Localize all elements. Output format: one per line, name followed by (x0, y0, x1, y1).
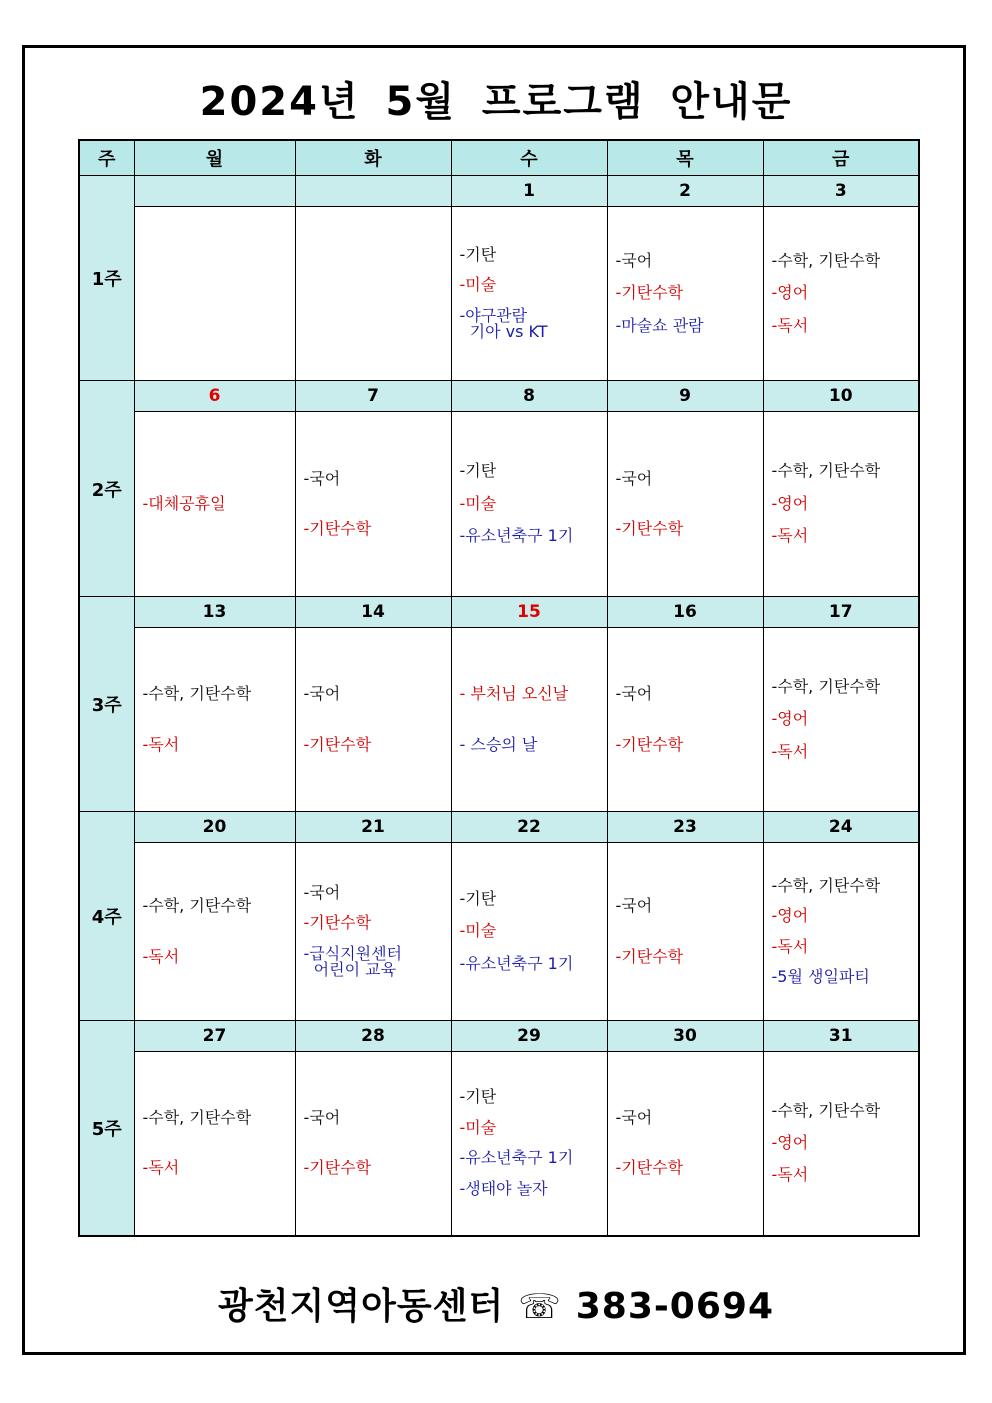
week-label: 5주 (79, 1021, 134, 1236)
day-program-list (764, 1102, 919, 1185)
date-row (79, 812, 919, 843)
date-row (79, 597, 919, 628)
day-cell (134, 412, 295, 597)
program-item: -기탄 (459, 1087, 497, 1107)
day-cell (295, 207, 451, 381)
day-cell (451, 412, 607, 597)
day-program-list (452, 246, 607, 342)
date-number: 8 (451, 381, 607, 412)
program-item: -5월 생일파티 (771, 966, 870, 986)
program-item: -기탄수학 (615, 519, 684, 538)
header-tue: 화 (295, 140, 451, 176)
program-item: -영어 (771, 709, 809, 729)
day-program-list (135, 685, 295, 754)
day-program-list (452, 1088, 607, 1198)
day-cell (763, 412, 919, 597)
program-item: -수학, 기탄수학 (142, 684, 252, 704)
program-item: -독서 (771, 1165, 809, 1185)
date-number: 13 (134, 597, 295, 628)
program-item: -수학, 기탄수학 (142, 1107, 252, 1127)
date-number: 1 (451, 176, 607, 207)
program-item: -유소년축구 1기 (459, 526, 574, 546)
program-item: -유소년축구 1기 (459, 1148, 574, 1168)
day-cell (607, 628, 763, 812)
date-row (79, 1021, 919, 1052)
date-number: 28 (295, 1021, 451, 1052)
date-number: 3 (763, 176, 919, 207)
program-item: -유소년축구 1기 (459, 953, 574, 973)
program-item: -국어 (303, 468, 341, 488)
calendar-body (79, 176, 919, 1236)
week-label: 4주 (79, 812, 134, 1021)
content-row (79, 207, 919, 381)
date-number: 20 (134, 812, 295, 843)
day-cell (451, 843, 607, 1021)
program-item: -독서 (142, 734, 180, 754)
footer (0, 1278, 992, 1329)
program-item: -수학, 기탄수학 (771, 1100, 881, 1120)
day-cell (451, 628, 607, 812)
center-name: 광천지역아동센터 (217, 1286, 505, 1327)
day-program-list (608, 252, 763, 335)
day-cell (134, 1052, 295, 1236)
day-program-list (135, 1109, 295, 1178)
day-cell (134, 207, 295, 381)
program-item: -마술쇼 관람 (615, 315, 704, 335)
program-item: -국어 (615, 468, 653, 488)
program-item: -기탄수학 (303, 734, 372, 754)
day-program-list (608, 1109, 763, 1178)
day-cell (763, 1052, 919, 1236)
date-number: 14 (295, 597, 451, 628)
program-item: -미술 (459, 493, 497, 513)
program-item: -수학, 기탄수학 (771, 461, 881, 481)
program-item: -기탄수학 (615, 734, 684, 754)
day-cell (295, 843, 451, 1021)
program-item: -야구관람 (459, 305, 528, 325)
day-cell (451, 207, 607, 381)
program-item: -수학, 기탄수학 (142, 896, 252, 916)
program-item: 기아 vs KT (459, 321, 548, 341)
day-cell (607, 1052, 763, 1236)
program-item: -기탄 (459, 244, 497, 264)
program-item: -기탄수학 (615, 946, 684, 966)
program-item: -기탄수학 (615, 1158, 684, 1178)
date-number: 17 (763, 597, 919, 628)
program-item: -급식지원센터 (303, 943, 403, 963)
day-cell (451, 1052, 607, 1236)
program-item: -기탄 (459, 461, 497, 481)
telephone-icon: ☏ (518, 1287, 562, 1327)
phone-number: 383-0694 (575, 1286, 775, 1327)
day-program-list (608, 897, 763, 966)
date-number: 21 (295, 812, 451, 843)
day-program-list (764, 877, 919, 987)
day-program-list (135, 897, 295, 966)
program-item: -독서 (771, 936, 809, 956)
program-item: -기탄수학 (615, 283, 684, 303)
program-item: -영어 (771, 493, 809, 513)
day-program-list (452, 685, 607, 754)
day-program-list (764, 678, 919, 761)
program-item: -국어 (615, 896, 653, 916)
date-number: 29 (451, 1021, 607, 1052)
content-row (79, 843, 919, 1021)
date-row (79, 176, 919, 207)
calendar-table (78, 139, 920, 1237)
program-item: -미술 (459, 921, 497, 941)
program-item: -기탄수학 (303, 913, 372, 933)
content-row (79, 412, 919, 597)
program-item: -수학, 기탄수학 (771, 676, 881, 696)
program-item: -국어 (303, 684, 341, 704)
day-program-list (296, 685, 451, 754)
date-number: 16 (607, 597, 763, 628)
program-item: - 부처님 오신날 (459, 684, 569, 704)
program-item: -국어 (303, 882, 341, 902)
program-item: -미술 (459, 275, 497, 295)
program-item: -독서 (771, 315, 809, 335)
program-item: -독서 (142, 946, 180, 966)
day-program-list (452, 462, 607, 545)
week-label: 3주 (79, 597, 134, 812)
header-mon: 월 (134, 140, 295, 176)
date-number: 2 (607, 176, 763, 207)
program-item: 어린이 교육 (303, 959, 397, 979)
date-number: 7 (295, 381, 451, 412)
day-program-list (296, 1109, 451, 1178)
program-item: -독서 (771, 526, 809, 546)
day-program-list (296, 470, 451, 539)
program-item: -기탄 (459, 888, 497, 908)
date-number: 9 (607, 381, 763, 412)
program-item: -기탄수학 (303, 519, 372, 538)
date-number: 30 (607, 1021, 763, 1052)
program-item: -독서 (142, 1158, 180, 1178)
page-title: 2024년 5월 프로그램 안내문 (199, 79, 793, 125)
date-number: 22 (451, 812, 607, 843)
day-program-list (608, 685, 763, 754)
date-number: 23 (607, 812, 763, 843)
date-number (295, 176, 451, 207)
header-row (79, 140, 919, 176)
day-program-list (608, 470, 763, 539)
day-cell (295, 412, 451, 597)
program-item: - 스승의 날 (459, 734, 538, 754)
program-item: -수학, 기탄수학 (771, 250, 881, 270)
program-item: -국어 (303, 1107, 341, 1127)
day-cell (763, 628, 919, 812)
day-cell (295, 628, 451, 812)
day-cell (134, 843, 295, 1021)
program-item: -독서 (771, 741, 809, 761)
program-item: -기탄수학 (303, 1158, 372, 1178)
content-row (79, 628, 919, 812)
header-thu: 목 (607, 140, 763, 176)
day-cell (134, 628, 295, 812)
program-item: -대체공휴일 (142, 493, 226, 513)
content-row (79, 1052, 919, 1236)
date-row (79, 381, 919, 412)
header-week: 주 (79, 140, 134, 176)
day-cell (763, 207, 919, 381)
header-fri: 금 (763, 140, 919, 176)
program-item: -영어 (771, 1133, 809, 1153)
week-label: 1주 (79, 176, 134, 381)
day-program-list (135, 495, 295, 513)
day-cell (763, 843, 919, 1021)
program-item: -미술 (459, 1117, 497, 1137)
date-number: 24 (763, 812, 919, 843)
day-program-list (764, 462, 919, 545)
date-number (134, 176, 295, 207)
day-cell (607, 207, 763, 381)
day-cell (607, 412, 763, 597)
day-cell (607, 843, 763, 1021)
date-number: 27 (134, 1021, 295, 1052)
day-cell (295, 1052, 451, 1236)
program-item: -국어 (615, 1107, 653, 1127)
program-item: -국어 (615, 684, 653, 704)
day-program-list (296, 884, 451, 980)
date-number: 10 (763, 381, 919, 412)
day-program-list (764, 252, 919, 335)
program-item: -수학, 기탄수학 (771, 875, 881, 895)
day-program-list (452, 890, 607, 973)
header-wed: 수 (451, 140, 607, 176)
program-item: -생태야 놀자 (459, 1178, 548, 1198)
date-number: 6 (134, 381, 295, 412)
date-number: 15 (451, 597, 607, 628)
date-number: 31 (763, 1021, 919, 1052)
program-item: -영어 (771, 283, 809, 303)
week-label: 2주 (79, 381, 134, 597)
program-item: -국어 (615, 250, 653, 270)
program-item: -영어 (771, 906, 809, 926)
